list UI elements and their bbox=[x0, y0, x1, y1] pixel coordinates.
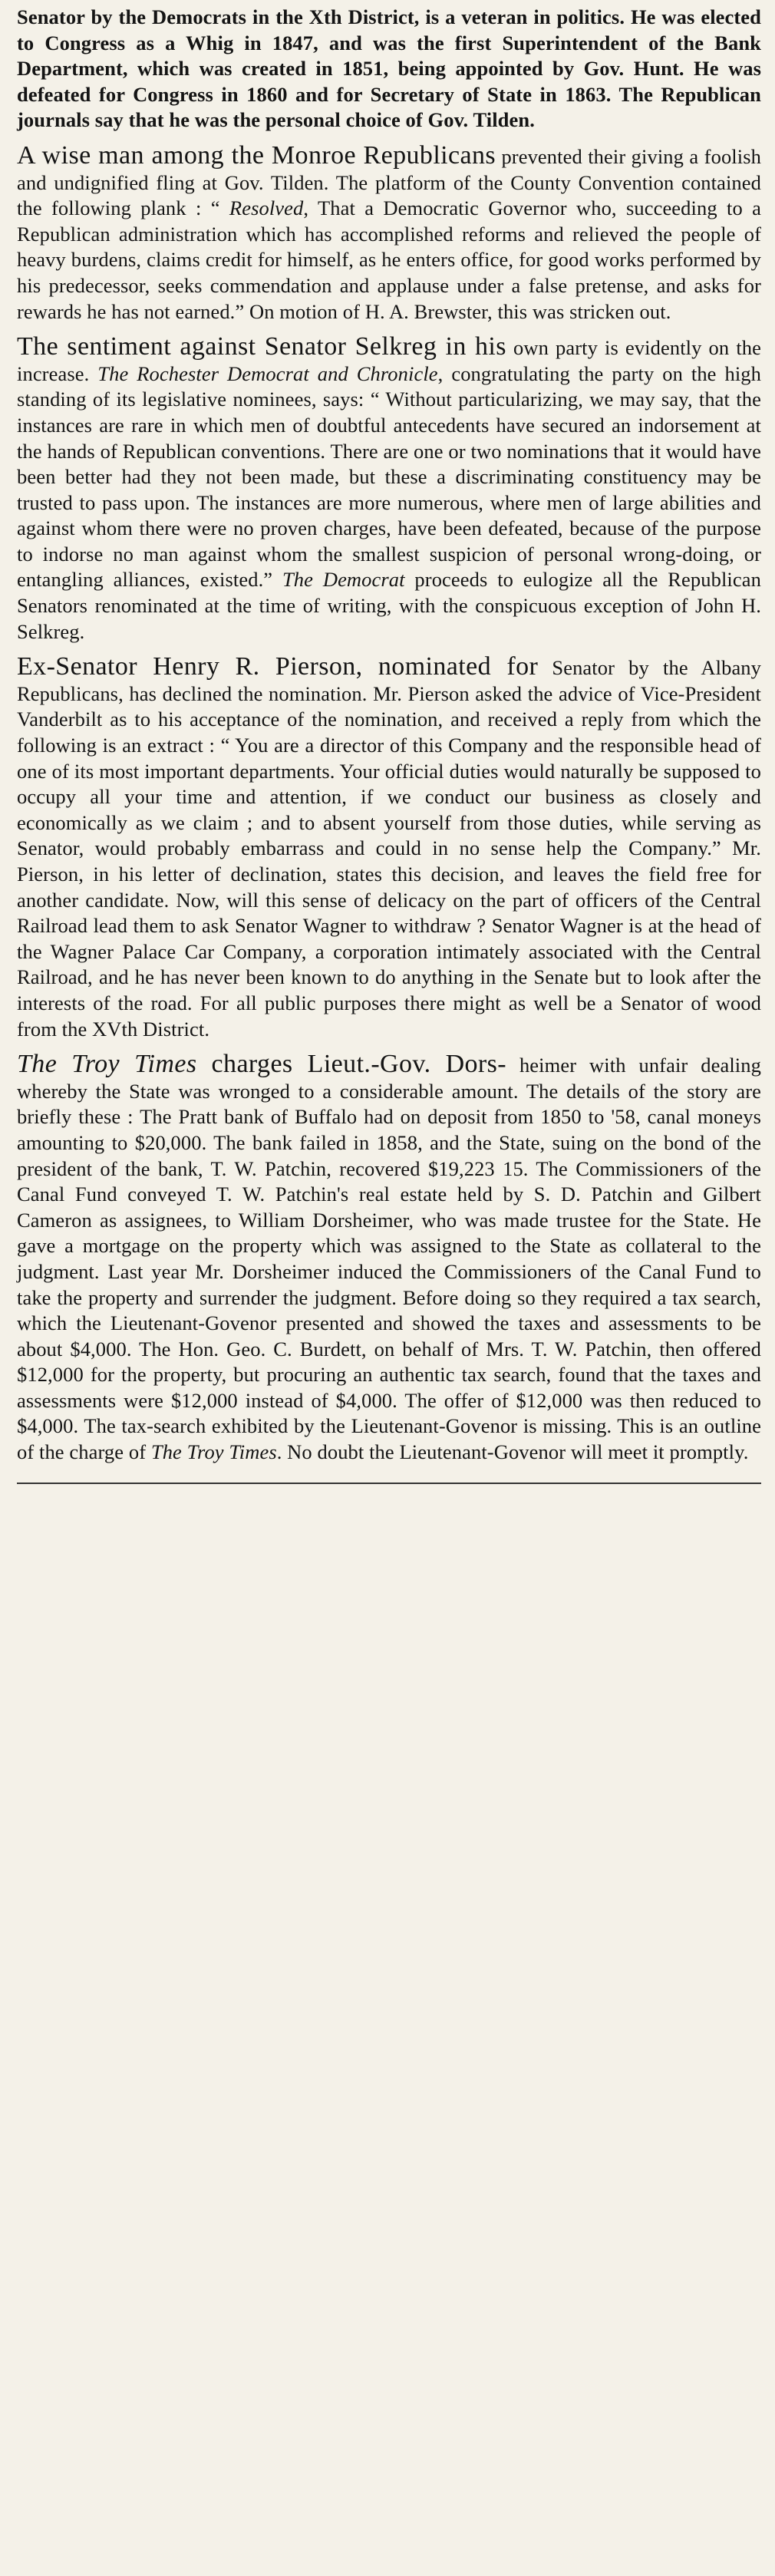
pierson-text: Senator by the Albany Republicans, has declined the nomination. Mr. Pierson asked the advice of Vice-President Vanderbilt as to his acceptance of the nomination, and received a reply from which the following is an extract : “ You are a director of this Company and the responsible head of one of its most important departments. Your official duties would naturally be supposed to occupy all your time and attention, if we conduct our business as closely and economically as we claim ; and to absent yourself from those duties, while serving as Senator, would probably embarrass and could in no sense help the Company.” Mr. Pierson, in his letter of declination, states this decision, and leaves the field free for another candidate. Now, will this sense of delicacy on the part of officers of the Central Railroad lead them to ask Senator Wagner to withdraw ? Senator Wagner is at the head of the Wagner Palace Car Company, a corporation intimately associated with the Central Railroad, and he has never been known to do anything in the Senate but to look after the interests of the road. For all public purposes there might as well be a Senator of wood from the XVth District. bbox=[17, 656, 762, 1041]
monroe-republicans-paragraph bbox=[17, 140, 761, 325]
troy-text-a: heimer with unfair dealing whereby the State was wronged to a considerable amount. The details of the story are briefly these : The Pratt bank of Buffalo had on deposit from 1850 to '58, canal moneys amounting to $20,000. The bank failed in 1858, and the State, suing on the bond of the president of the bank, T. W. Patchin, recovered $19,223 15. The Commissioners of the Canal Fund conveyed T. W. Patchin's real estate held by S. D. Patchin and Gilbert Cameron as assignees, to William Dorsheimer, who was made trustee for the State. He gave a mortgage on the property which was assigned to the State as collateral to the judgment. Last year Mr. Dorsheimer induced the Commissioners of the Canal Fund to take the property and surrender the judgment. Before doing so they required a tax search, which the Lieutenant-Govenor presented and showed the taxes and assessments to be about $4,000. The Hon. Geo. C. Burdett, on behalf of Mrs. T. W. Patchin, then offered $12,000 for the property, but procuring an authentic tax search, found that the taxes and assessments were $12,000 instead of $4,000. The offer of $12,000 was then reduced to $4,000. The tax-search exhibited by the Lieutenant-Govenor is missing. This is an outline of the charge of bbox=[17, 1054, 761, 1464]
monroe-lead: A wise man among the Monroe Republicans bbox=[17, 140, 496, 170]
monroe-text-b: , That a Democratic Governor who, succeeding to a Republican administration which has accomplished reforms and relieved the people of heavy burdens, claims credit for himself, as he enters office, for good works performed by his predecessor, seeks commendation and applause under a false pretense, and asks for rewards he has not earned.” On motion of H. A. Brewster, this was stricken out. bbox=[17, 196, 761, 323]
selkreg-italic-a: The Rochester Democrat and Chronicle bbox=[97, 361, 438, 385]
troy-lead: charges Lieut.-Gov. Dors- bbox=[196, 1050, 507, 1079]
monroe-resolved-italic: Resolved bbox=[229, 196, 304, 220]
troy-times-paragraph bbox=[17, 1051, 761, 1466]
intro-paragraph bbox=[17, 5, 761, 134]
selkreg-text-b: , congratulating the party on the high standing of its legislative nominees, says: “ Without particularizing, we may say, that the instances are rare in which men of doubtful antecedents have secured an indorsement at the hands of Republican conventions. There are one or two nominations that it would have been better had they not been made, but these a discriminating constituency may be trusted to pass upon. The instances are more numerous, where men of large abilities and against whom there were no proven charges, have been defeated, because of the purpose to indorse no man against whom the smallest suspicion of personal wrong-doing, or entangling alliances, existed.” bbox=[17, 361, 761, 592]
selkreg-text-a: own party is evidently on the increase. bbox=[17, 336, 761, 385]
troy-text-b: . No doubt the Lieutenant-Govenor will meet it promptly. bbox=[276, 1440, 749, 1464]
pierson-paragraph bbox=[17, 654, 761, 1042]
column-divider bbox=[17, 1483, 761, 1484]
selkreg-lead: The sentiment against Senator Selkreg in his bbox=[17, 332, 506, 361]
troy-lead-italic: The Troy Times bbox=[17, 1050, 197, 1079]
monroe-text-a: prevented their giving a foolish and undignified fling at Gov. Tilden. The platform of the County Convention contained the following plank : “ bbox=[17, 144, 761, 220]
intro-text: Senator by the Democrats in the Xth District, is a veteran in politics. He was elected to Congress as a Whig in 1847, and was the first Superintendent of the Bank Department, which was created in 1851, being appointed by Gov. Hunt. He was defeated for Congress in 1860 and for Secretary of State in 1863. The Republican journals say that he was the personal choice of Gov. Tilden. bbox=[17, 5, 761, 132]
pierson-lead: Ex-Senator Henry R. Pierson, nominated for bbox=[17, 652, 539, 681]
selkreg-paragraph bbox=[17, 334, 761, 645]
selkreg-text-c: proceeds to eulogize all the Republican Senators renominated at the time of writing, with the conspicuous exception of John H. Selkreg. bbox=[17, 568, 761, 643]
selkreg-italic-b: The Democrat bbox=[282, 568, 405, 592]
troy-italic: The Troy Times bbox=[150, 1440, 277, 1464]
